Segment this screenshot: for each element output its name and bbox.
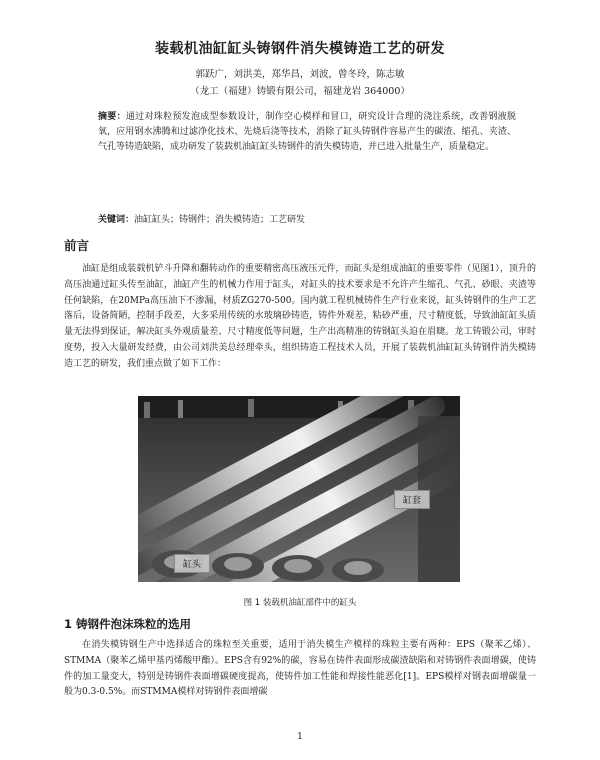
affiliation: （龙工（福建）铸锻有限公司，福建龙岩 364000） [190,86,410,97]
label-cylinder-head: 缸头 [174,554,210,573]
abstract [98,110,516,155]
figure-caption: 图 1 装载机油缸部件中的缸头 [243,598,357,608]
abstract-label: 摘要： [98,112,126,122]
figure-photo [138,396,460,582]
author-list: 郭跃广，刘洪美，郑华昌，刘波，曾冬玲，陈志敏 [195,69,405,80]
keywords [98,212,516,225]
label-cylinder-barrel: 缸套 [394,490,430,509]
keywords-text: 油缸缸头；铸钢件；消失模铸造；工艺研发 [134,215,306,225]
section-heading-intro: 前言 [64,238,90,253]
abstract-text: 通过对珠粒预发泡成型参数设计，制作空心模样和冒口，研究设计合理的浇注系统，改善钢液脱氧，应用钢水沸腾和过滤净化技术、先烧后浇等技术，消除了缸头铸钢件容易产生的碳渣、缩孔、夹渣、气孔等铸造缺陷，成功研发了装载机油缸缸头铸钢件的消失模铸造，并已进入批量生产，质量稳定。 [98,112,516,152]
intro-paragraph: 油缸是组成装载机铲斗升降和翻转动作的重要精密高压液压元件，而缸头是组成油缸的重要零件（见图1），顶升的高压油通过缸头传至油缸，油缸产生的机械力作用于缸头，对缸头的技术要求是不允许产生缩孔、气孔、砂眼、夹渣等任何缺陷，在20MPa高压油下不渗漏，材质ZG270-500。国内就工程机械铸件生产行业来说，缸头铸钢件的生产工艺落后，设备简陋，控制手段差，大多采用传统的水玻璃砂铸造，铸件外观差，粘砂严重，尺寸精度低，导致油缸缸头质量无法得到保证，解决缸头外观质量差、尺寸精度低等问题，生产出高精准的铸钢缸头迫在眉睫。龙工铸锻公司，审时度势，投入大量研发经费，由公司刘洪美总经理牵头，组织铸造工程技术人员，开展了装载机油缸缸头铸钢件消失模铸造工艺的研发，我们重点做了如下工作： [64,264,536,369]
paper-title: 装载机油缸缸头铸钢件消失模铸造工艺的研发 [155,41,445,57]
section1-paragraph: 在消失模铸钢生产中选择适合的珠粒至关重要，适用于消失模生产模样的珠粒主要有两种：EPS（聚苯乙烯）、STMMA（聚苯乙烯甲基丙烯酸甲酯）。EPS含有92%的碳，容易在铸件表面形成碳渣缺陷和对铸钢件表面增碳，使铸件的加工量变大，特别是铸钢件表面增碳硬度提高，使铸件加工性能和焊接性能恶化[1]。EPS模样对钢表面增碳量一般为0.3-0.5%。而STMMA模样对铸钢件表面增碳 [64,640,536,698]
keywords-label: 关键词： [98,215,135,225]
page-number: 1 [297,732,303,742]
section-heading-1: 1 铸钢件泡沫珠粒的选用 [64,617,192,631]
